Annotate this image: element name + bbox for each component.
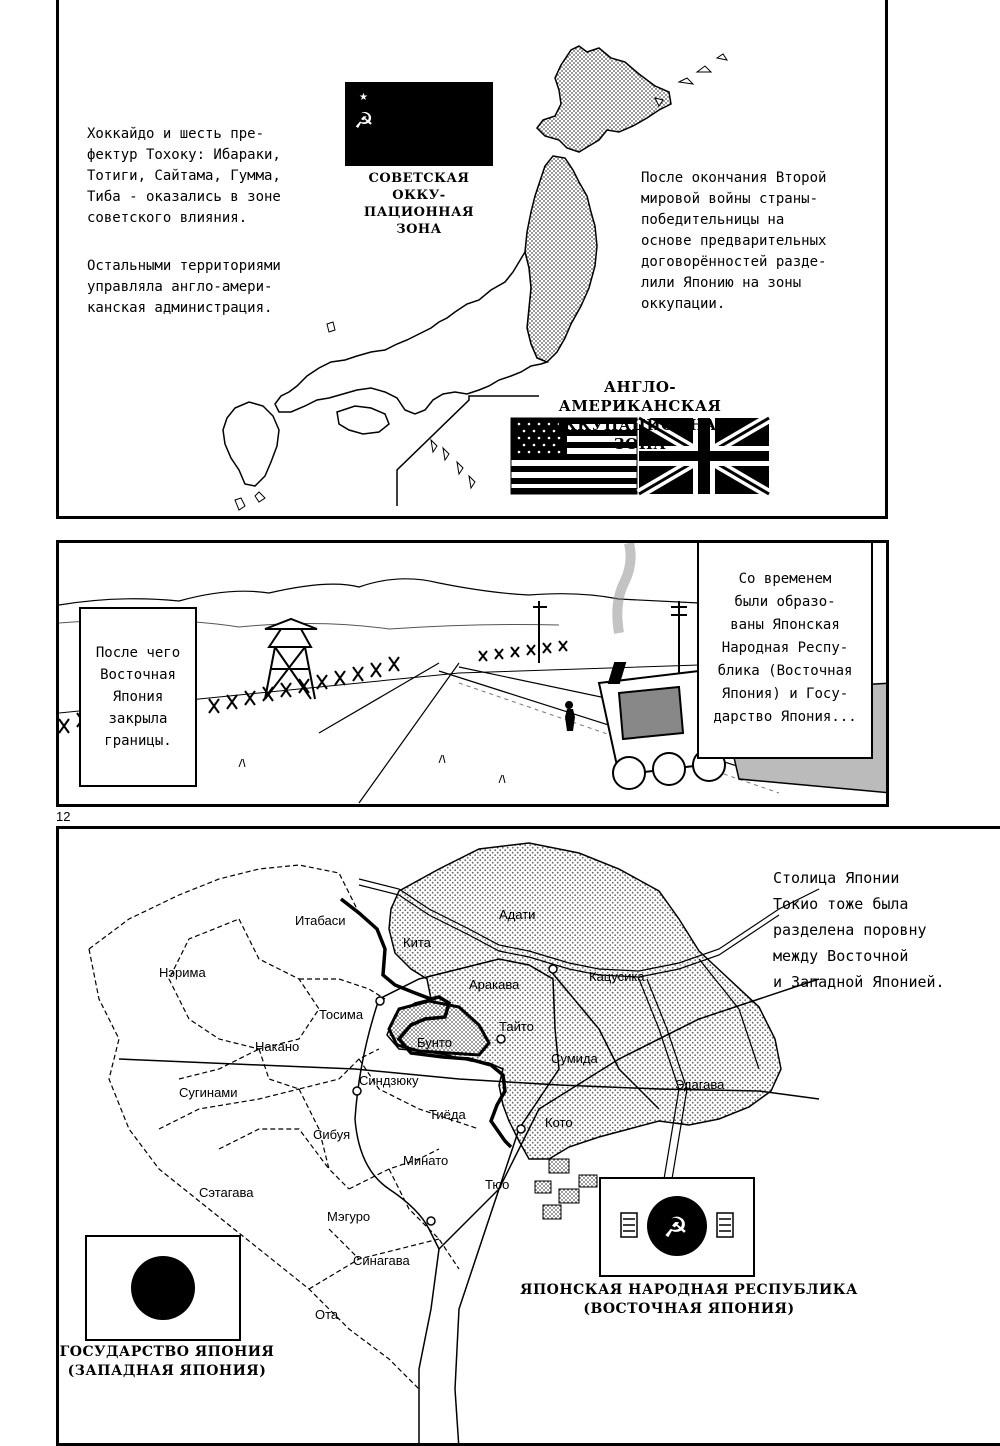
borders-closed-caption: После чего Восточная Япония закрыла границы. [79, 607, 197, 787]
district-sumida: Сумида [551, 1051, 598, 1066]
anglo-intro-text: Остальными территориями управляла англо-амери- канская администрация. [87, 258, 281, 316]
honshu-region [275, 252, 547, 414]
district-shinjuku: Синдзюку [359, 1073, 419, 1088]
soviet-intro-text: Хоккайдо и шесть пре- фектур Тохоку: Ибараки, Тотиги, Сайтама, Гумма, Тиба - оказались в зоне советского влияния. [87, 126, 281, 226]
tokyo-divided-text: Столица Японии Токио тоже была разделена поровну между Восточной и Западной Японией. [773, 869, 945, 991]
district-minato: Минато [403, 1153, 449, 1168]
district-nakano: Накано [255, 1039, 300, 1054]
japan-state-flag [85, 1235, 241, 1341]
west-japan-caption: ГОСУДАРСТВО ЯПОНИЯ (ЗАПАДНАЯ ЯПОНИЯ) [59, 1344, 275, 1379]
district-edogawa: Эдагава [675, 1077, 725, 1092]
district-chuo: Тюо [485, 1177, 510, 1192]
panel-tokyo-map [56, 826, 1000, 1446]
district-meguro: Мэгуро [327, 1209, 371, 1224]
svg-text:★: ★ [359, 92, 368, 103]
shikoku-region [337, 406, 389, 434]
kyushu-region [223, 402, 279, 486]
district-taito: Тайто [499, 1019, 534, 1034]
district-setagaya: Сэтагава [199, 1185, 254, 1200]
district-adachi: Адати [499, 907, 536, 922]
district-bunkyo: Бунто [417, 1035, 452, 1050]
district-chiyoda: Тиёда [429, 1107, 466, 1122]
district-arakawa: Аракава [469, 977, 520, 992]
svg-text:☭: ☭ [354, 109, 374, 134]
red-sun-icon [131, 1256, 195, 1320]
postwar-text: После окончания Второй мировой войны страны- победительницы на основе предварительных договорённостей разде- лили Японию на зоны оккупации. [641, 170, 827, 312]
district-koto: Кото [545, 1115, 573, 1130]
district-nerima: Нэрима [159, 965, 206, 980]
anglo-zone-label: АНГЛО-АМЕРИКАНСКАЯ ОККУПАЦИОННАЯ ЗОНА [549, 378, 731, 453]
peoples-republic-flag [599, 1177, 755, 1277]
district-suginami: Сугинами [179, 1085, 238, 1100]
soviet-zone-label: СОВЕТСКАЯ ОККУ- ПАЦИОННАЯ ЗОНА [363, 171, 475, 237]
hokkaido-region [537, 46, 671, 152]
panel-occupation-map [56, 0, 888, 519]
district-ota: Ота [315, 1307, 339, 1322]
district-kita: Кита [403, 935, 431, 950]
hammer-sickle-icon: ☭ [663, 1211, 689, 1244]
states-formed-caption: Со временем были образо- ваны Японская Народная Респу- блика (Восточная Япония) и Госу- дарство Япония... [697, 540, 873, 759]
district-toshima: Тосима [319, 1007, 364, 1022]
tohoku-region [525, 156, 597, 362]
district-shibuya: Сибуя [313, 1127, 351, 1142]
panel-border-scene [56, 540, 889, 807]
district-shinagawa: Синагава [353, 1253, 410, 1268]
district-itabashi: Итабаси [295, 913, 346, 928]
east-japan-caption: ЯПОНСКАЯ НАРОДНАЯ РЕСПУБЛИКА (ВОСТОЧНАЯ ЯПОНИЯ) [520, 1282, 858, 1317]
page-number: 12 [56, 809, 71, 824]
district-katsushika: Кацусика [589, 969, 645, 984]
